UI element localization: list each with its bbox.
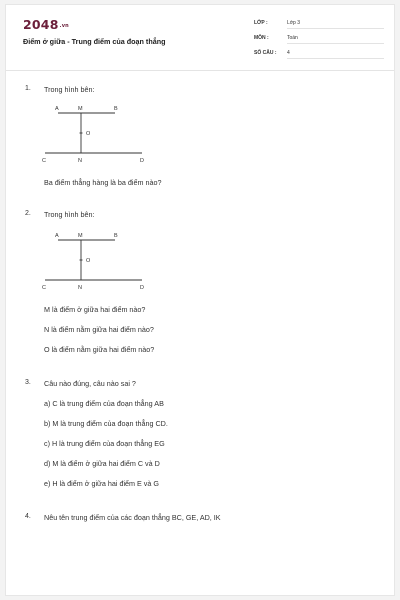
question-2-line-3: O là điểm nằm giữa hai điểm nào? (44, 345, 155, 354)
question-2-number: 2. (25, 210, 31, 217)
question-2-prompt: Trong hình bên: (44, 210, 95, 219)
question-4-prompt: Nêu tên trung điểm của các đoạn thẳng BC, GE, AD, IK (44, 513, 221, 522)
question-1-number: 1. (25, 85, 31, 92)
label-o: O (86, 258, 91, 264)
question-2-line-1: M là điểm ở giữa hai điểm nào? (44, 305, 146, 314)
question-2-figure (42, 230, 152, 296)
label-c: C (42, 158, 46, 164)
site-logo[interactable] (23, 17, 69, 32)
meta-count-value: 4 (287, 50, 384, 59)
label-d: D (140, 285, 144, 291)
label-m: M (78, 106, 83, 112)
question-3-option-d: d) M là điểm ở giữa hai điểm C và D (44, 459, 160, 468)
meta-count-row (254, 47, 384, 61)
meta-class-value: Lớp 3 (287, 20, 384, 29)
label-n: N (78, 285, 82, 291)
question-3-option-b: b) M là trung điểm của đoạn thẳng CD. (44, 419, 168, 428)
question-2-line-2: N là điểm nằm giữa hai điểm nào? (44, 325, 154, 334)
document-title: Điểm ở giữa - Trung điểm của đoạn thẳng (23, 37, 166, 46)
worksheet-page (5, 4, 395, 596)
label-o: O (86, 131, 91, 137)
logo-text: 2048 (23, 17, 59, 32)
label-b: B (114, 106, 118, 112)
worksheet-header (6, 5, 394, 71)
meta-subject-label: MÔN : (254, 35, 269, 41)
meta-class-label: LỚP : (254, 20, 268, 26)
label-c: C (42, 285, 46, 291)
label-b: B (114, 233, 118, 239)
meta-class-row (254, 17, 384, 31)
label-d: D (140, 158, 144, 164)
label-n: N (78, 158, 82, 164)
question-3-number: 3. (25, 379, 31, 386)
question-3-option-c: c) H là trung điểm của đoạn thẳng EG (44, 439, 165, 448)
question-1-figure (42, 103, 152, 169)
question-3-option-a: a) C là trung điểm của đoạn thẳng AB (44, 399, 164, 408)
meta-subject-row (254, 32, 384, 46)
question-3-prompt: Câu nào đúng, câu nào sai ? (44, 379, 136, 388)
label-a: A (55, 233, 59, 239)
question-1-prompt: Trong hình bên: (44, 85, 95, 94)
question-3-option-e: e) H là điểm ở giữa hai điểm E và G (44, 479, 159, 488)
label-a: A (55, 106, 59, 112)
meta-count-label: SỐ CÂU : (254, 50, 277, 56)
question-1-line-1: Ba điểm thẳng hàng là ba điểm nào? (44, 178, 162, 187)
meta-subject-value: Toán (287, 35, 384, 44)
question-4-number: 4. (25, 513, 31, 520)
logo-extension: .vn (59, 23, 69, 29)
label-m: M (78, 233, 83, 239)
